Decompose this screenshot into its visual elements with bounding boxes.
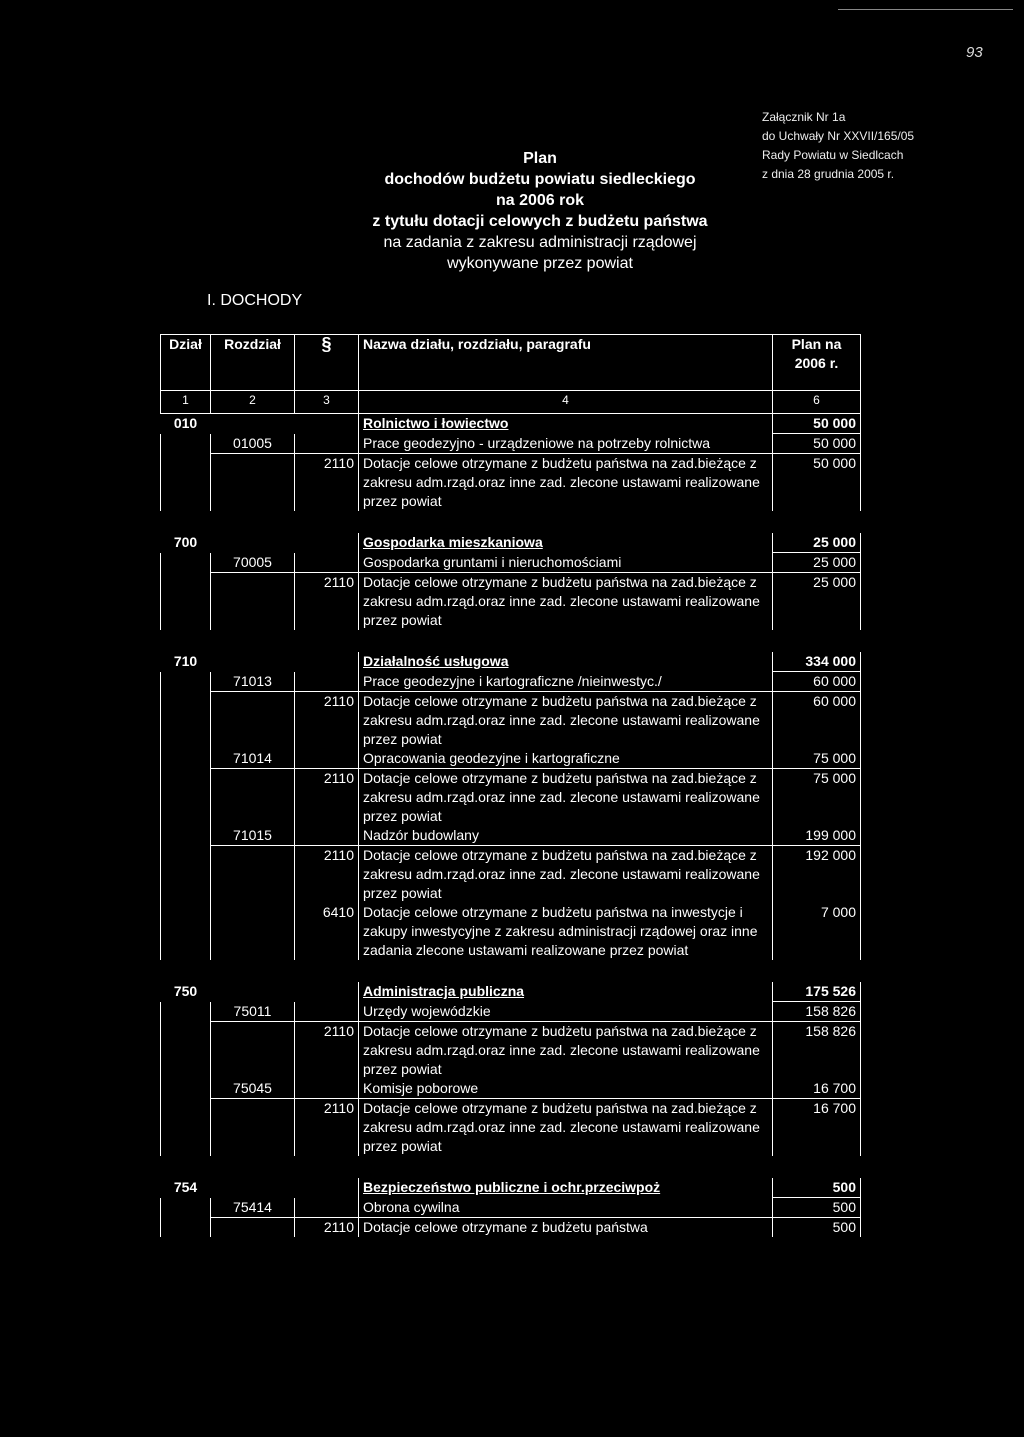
column-number: 4 — [359, 391, 773, 414]
cell-dzial — [161, 553, 211, 573]
cell-paragraf: 2110 — [295, 1099, 359, 1157]
cell-plan: 50 000 — [773, 434, 861, 454]
cell-dzial — [161, 1198, 211, 1218]
cell-paragraf — [295, 414, 359, 434]
cell-paragraf — [295, 826, 359, 846]
cell-nazwa: Prace geodezyjno - urządzeniowe na potrzeby rolnictwa — [359, 434, 773, 454]
header-paragraf — [295, 335, 359, 391]
cell-rozdzial — [211, 769, 295, 827]
cell-nazwa: Obrona cywilna — [359, 1198, 773, 1218]
cell-dzial: 700 — [173, 534, 198, 550]
cell-paragraf — [295, 434, 359, 454]
cell-dzial — [161, 846, 211, 904]
cell-rozdzial: 70005 — [211, 553, 295, 573]
table-row — [161, 434, 861, 454]
cell-plan: 50 000 — [773, 414, 861, 434]
cell-nazwa: Opracowania geodezyjne i kartograficzne — [359, 749, 773, 769]
cell-plan: 75 000 — [773, 769, 861, 827]
cell-nazwa: Rolnictwo i łowiectwo — [359, 414, 773, 434]
cell-dzial — [161, 692, 211, 750]
cell-dzial — [161, 1218, 211, 1238]
annex-line: Załącznik Nr 1a — [762, 110, 846, 124]
column-number: 3 — [295, 391, 359, 414]
table-row — [161, 826, 861, 846]
cell-paragraf: 6410 — [295, 903, 359, 960]
cell-rozdzial — [211, 846, 295, 904]
cell-plan: 50 000 — [773, 454, 861, 512]
cell-rozdzial: 75414 — [211, 1198, 295, 1218]
cell-paragraf — [295, 1079, 359, 1099]
cell-paragraf — [295, 982, 359, 1002]
cell-plan: 175 526 — [773, 982, 861, 1002]
cell-paragraf: 2110 — [295, 1022, 359, 1080]
cell-plan: 158 826 — [773, 1022, 861, 1080]
cell-plan: 25 000 — [773, 533, 861, 553]
title-line: na 2006 rok — [495, 192, 585, 209]
cell-rozdzial: 01005 — [211, 434, 295, 454]
cell-rozdzial — [211, 414, 295, 434]
spacer-row — [161, 630, 861, 652]
cell-paragraf: 2110 — [295, 573, 359, 631]
spacer-row — [161, 960, 861, 982]
table-row — [161, 1099, 861, 1157]
cell-paragraf: 2110 — [295, 692, 359, 750]
table-row — [161, 454, 861, 512]
cell-rozdzial — [211, 1099, 295, 1157]
header-rozdzial: Rozdział — [211, 335, 295, 391]
column-number: 2 — [211, 391, 295, 414]
cell-rozdzial: 71013 — [211, 672, 295, 692]
cell-rozdzial: 75011 — [211, 1002, 295, 1022]
title-line: na zadania z zakresu administracji rządowej — [383, 234, 697, 251]
cell-dzial: 710 — [173, 653, 198, 669]
cell-plan: 16 700 — [773, 1099, 861, 1157]
table-row — [161, 672, 861, 692]
cell-rozdzial — [211, 692, 295, 750]
cell-rozdzial: 71014 — [211, 749, 295, 769]
cell-nazwa: Gospodarka mieszkaniowa — [359, 533, 773, 553]
column-number: 6 — [773, 391, 861, 414]
cell-paragraf — [295, 672, 359, 692]
cell-paragraf: 2110 — [295, 454, 359, 512]
cell-paragraf — [295, 1002, 359, 1022]
title-line: wykonywane przez powiat — [447, 255, 633, 272]
table-row — [161, 1198, 861, 1218]
cell-paragraf — [295, 1198, 359, 1218]
cell-rozdzial — [211, 1178, 295, 1198]
cell-nazwa: Nadzór budowlany — [359, 826, 773, 846]
cell-dzial — [161, 434, 211, 454]
cell-paragraf — [295, 1178, 359, 1198]
cell-dzial — [161, 1002, 211, 1022]
cell-plan: 500 — [773, 1198, 861, 1218]
cell-plan: 75 000 — [773, 749, 861, 769]
cell-dzial — [161, 826, 211, 846]
cell-dzial — [161, 1022, 211, 1080]
cell-nazwa: Dotacje celowe otrzymane z budżetu państwa na zad.bieżące z zakresu adm.rząd.oraz inne zad. zlecone ustawami realizowane przez powiat — [359, 769, 773, 827]
cell-nazwa: Dotacje celowe otrzymane z budżetu państwa na inwestycje i zakupy inwestycyjne z zakresu administracji rządowej oraz inne zadania zlecone ustawami realizowane przez powiat — [359, 903, 773, 960]
cell-plan: 158 826 — [773, 1002, 861, 1022]
cell-rozdzial — [211, 533, 295, 553]
cell-rozdzial — [211, 903, 295, 960]
table-body — [161, 414, 861, 1238]
section-title: I. DOCHODY — [207, 292, 303, 309]
table-row — [161, 1002, 861, 1022]
cell-plan: 25 000 — [773, 573, 861, 631]
cell-dzial — [161, 1099, 211, 1157]
cell-paragraf: 2110 — [295, 769, 359, 827]
header-nazwa: Nazwa działu, rozdziału, paragrafu — [359, 335, 773, 391]
cell-rozdzial — [211, 1218, 295, 1238]
table-row — [161, 1079, 861, 1099]
cell-dzial — [161, 903, 211, 960]
cell-rozdzial — [211, 652, 295, 672]
cell-paragraf: 2110 — [295, 846, 359, 904]
cell-rozdzial: 71015 — [211, 826, 295, 846]
cell-dzial — [161, 573, 211, 631]
cell-rozdzial — [211, 1022, 295, 1080]
cell-dzial — [161, 769, 211, 827]
cell-nazwa: Bezpieczeństwo publiczne i ochr.przeciwpoż — [359, 1178, 773, 1198]
cell-dzial — [161, 1079, 211, 1099]
table-row — [161, 692, 861, 750]
cell-paragraf — [295, 533, 359, 553]
income-plan-table — [160, 334, 861, 1237]
cell-paragraf — [295, 749, 359, 769]
table-row — [161, 533, 861, 553]
cell-dzial: 010 — [173, 415, 198, 431]
cell-nazwa: Prace geodezyjne i kartograficzne /nieinwestyc./ — [359, 672, 773, 692]
header-plan: Plan na 2006 r. — [773, 335, 861, 391]
table-row — [161, 749, 861, 769]
table-row — [161, 652, 861, 672]
title-line: dochodów budżetu powiatu siedleckiego — [384, 171, 696, 188]
cell-paragraf: 2110 — [295, 1218, 359, 1238]
cell-dzial — [161, 454, 211, 512]
title-line: z tytułu dotacji celowych z budżetu państwa — [372, 213, 708, 230]
cell-rozdzial: 75045 — [211, 1079, 295, 1099]
table-row — [161, 982, 861, 1002]
table-row — [161, 846, 861, 904]
cell-plan: 199 000 — [773, 826, 861, 846]
annex-note — [762, 108, 914, 184]
cell-paragraf — [295, 652, 359, 672]
cell-nazwa: Komisje poborowe — [359, 1079, 773, 1099]
title-line: Plan — [523, 150, 557, 167]
cell-plan: 16 700 — [773, 1079, 861, 1099]
cell-nazwa: Dotacje celowe otrzymane z budżetu państwa na zad.bieżące z zakresu adm.rząd.oraz inne zad. zlecone ustawami realizowane przez powiat — [359, 1022, 773, 1080]
cell-plan: 500 — [773, 1178, 861, 1198]
cell-plan: 25 000 — [773, 553, 861, 573]
table-row — [161, 903, 861, 960]
cell-dzial: 754 — [173, 1179, 198, 1195]
section-sign-icon: § — [321, 334, 332, 354]
cell-plan: 334 000 — [773, 652, 861, 672]
cell-nazwa: Dotacje celowe otrzymane z budżetu państwa na zad.bieżące z zakresu adm.rząd.oraz inne zad. zlecone ustawami realizowane przez powiat — [359, 454, 773, 512]
header-dzial: Dział — [161, 335, 211, 391]
top-rule — [838, 9, 1013, 10]
cell-nazwa: Działalność usługowa — [359, 652, 773, 672]
cell-nazwa: Gospodarka gruntami i nieruchomościami — [359, 553, 773, 573]
annex-line: z dnia 28 grudnia 2005 r. — [762, 167, 895, 181]
table-row — [161, 1218, 861, 1238]
cell-dzial: 750 — [173, 983, 198, 999]
table-row — [161, 414, 861, 434]
cell-rozdzial — [211, 573, 295, 631]
table-row — [161, 1022, 861, 1080]
cell-rozdzial — [211, 454, 295, 512]
document-title — [280, 148, 800, 274]
table-row — [161, 769, 861, 827]
cell-nazwa: Dotacje celowe otrzymane z budżetu państwa na zad.bieżące z zakresu adm.rząd.oraz inne zad. zlecone ustawami realizowane przez powiat — [359, 573, 773, 631]
cell-nazwa: Urzędy wojewódzkie — [359, 1002, 773, 1022]
cell-plan: 7 000 — [773, 903, 861, 960]
cell-plan: 192 000 — [773, 846, 861, 904]
cell-dzial — [161, 672, 211, 692]
cell-plan: 500 — [773, 1218, 861, 1238]
annex-line: do Uchwały Nr XXVII/165/05 — [762, 129, 915, 143]
cell-nazwa: Dotacje celowe otrzymane z budżetu państwa — [359, 1218, 773, 1238]
cell-dzial — [161, 749, 211, 769]
annex-line: Rady Powiatu w Siedlcach — [762, 148, 904, 162]
cell-plan: 60 000 — [773, 692, 861, 750]
cell-nazwa: Administracja publiczna — [359, 982, 773, 1002]
cell-nazwa: Dotacje celowe otrzymane z budżetu państwa na zad.bieżące z zakresu adm.rząd.oraz inne zad. zlecone ustawami realizowane przez powiat — [359, 1099, 773, 1157]
table-row — [161, 573, 861, 631]
table-row — [161, 1178, 861, 1198]
spacer-row — [161, 1156, 861, 1178]
page-number: 93 — [966, 44, 983, 61]
spacer-row — [161, 511, 861, 533]
cell-plan: 60 000 — [773, 672, 861, 692]
table-row — [161, 553, 861, 573]
cell-rozdzial — [211, 982, 295, 1002]
cell-nazwa: Dotacje celowe otrzymane z budżetu państwa na zad.bieżące z zakresu adm.rząd.oraz inne zad. zlecone ustawami realizowane przez powiat — [359, 692, 773, 750]
column-number: 1 — [161, 391, 211, 414]
cell-nazwa: Dotacje celowe otrzymane z budżetu państwa na zad.bieżące z zakresu adm.rząd.oraz inne zad. zlecone ustawami realizowane przez powiat — [359, 846, 773, 904]
cell-paragraf — [295, 553, 359, 573]
